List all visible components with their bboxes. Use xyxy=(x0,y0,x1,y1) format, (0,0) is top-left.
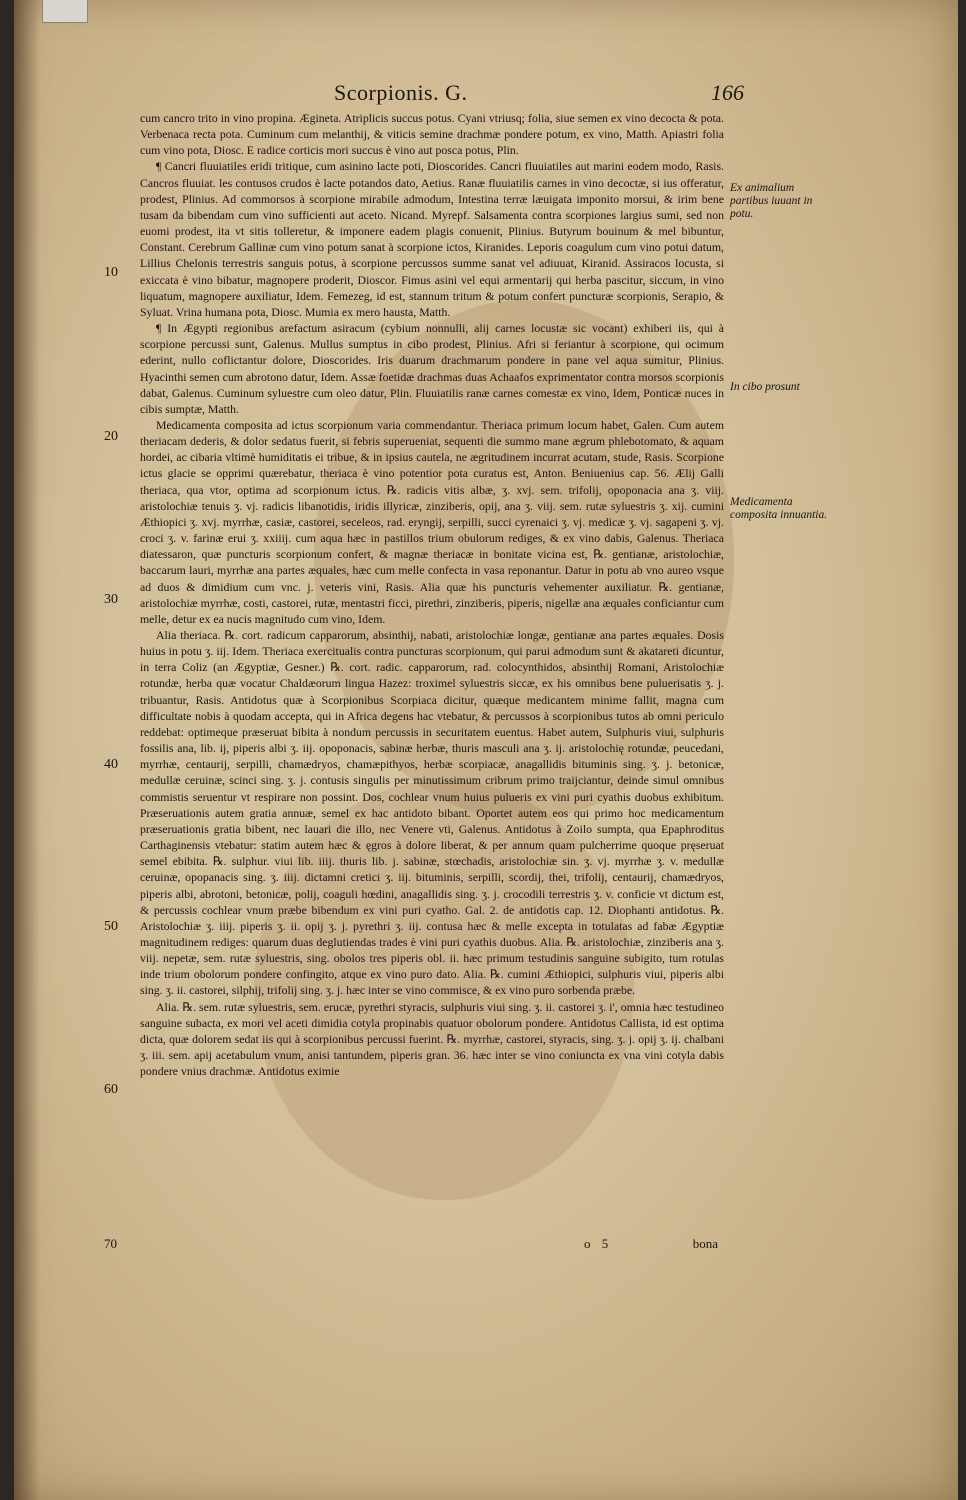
margin-notes xyxy=(730,0,830,1500)
line-number: 20 xyxy=(104,429,118,444)
page-tab xyxy=(42,0,88,23)
line-number: 50 xyxy=(104,919,118,934)
running-title: Scorpionis. G. xyxy=(334,80,468,105)
footer-line-number: 70 xyxy=(104,1236,117,1251)
paragraph: ¶ Cancri fluuiatiles eridi tritique, cum asinino lacte poti, Dioscorides. Cancri fluuiatiles aut marini eodem modo, Rasis. Cancros fluuiat. les contusos crudos è lacte potandos dato, Aetius. Ranæ fluuiatilis carnes in vino decoctæ, si ius offeratur, prodest, Plinius. Ad commorsos à scorpione mirabile admodum, Intestina terræ læuigata imponito morsui, & irim bene tusam da bibendam cum vino sufficienti aut aceto. Nicand. Myrepf. Salsamenta contra scorpiones largius sumi, sed non euomi prodest, ita vt sitis tolleretur, & imponere eadem plagis conuenit, Plinius. Butyrum bouinum & mel bibuntur, Constant. Cerebrum Gallinæ cum vino potum sanat à scorpione ictos, Kiranides. Leporis coagulum cum vino potui datum, Lillius Chelonis terrestris sanguis potus, à scorpione percussos summe sanat vel adiuuat, Kiranid. Assiracos locusta, si exiccata è vino bibatur, magnopere proderit, Dioscor. Fimus asini vel equi armentarij qui herba pascitur, siccum, in vino liquatum, magnopere auxiliatur, Idem. Femezeg, id est, stannum tritum & potum confert puncturæ scorpionis, Serapio, & Syluat. Vrina humana pota, Diosc. Mumia ex mero hausta, Matth. xyxy=(140,159,724,319)
line-number: 40 xyxy=(104,757,118,772)
paragraph: cum cancro trito in vino propina. Ægineta. Atriplicis succus potus. Cyani vtriusq; folia, siue semen ex vino decocta & pota. Verbenaca recta pota. Cuminum cum melanthij, & viticis semine drachmæ pondere potum, ex vino, Matth. Apiastri folia cum vino pota, Diosc. E radice corticis mori succus è vino aut posca potus, Plin. xyxy=(140,111,724,158)
page-header xyxy=(334,80,744,110)
signature-mark: o 5 xyxy=(584,1236,613,1251)
line-number: 30 xyxy=(104,592,118,607)
line-number: 10 xyxy=(104,265,118,280)
page-footer xyxy=(104,1236,718,1256)
body-text xyxy=(140,110,724,1079)
margin-note: Medicamenta composita innuantia. xyxy=(730,496,828,521)
paragraph: Alia theriaca. ℞. cort. radicum capparorum, absinthij, nabati, aristolochiæ longæ, gentianæ ana partes æquales. Dosis huius in potu ʒ. iij. Idem. Theriaca exercitualis contra puncturas scorpionum, qui parui admodum sunt & akatareti dicuntur, in terra Coliz (an Ægyptiæ, Gesner.) ℞. cort. radic. capparorum, rad. colocynthidos, absinthij Romani, Aristolochiæ rotundæ, herba quæ vocatur Chaldæorum lingua Hazez: troximel syluestris siccæ, ex his omnibus bene puluerisatis ʒ. j. tribuantur, Rasis. Antidotus quæ à Scorpionibus Scorpiaca dicitur, quæque medicantem minime fallit, magna cum difficultate nobis à quodam accepta, qui in Africa degens hac vtebatur, & percussos à scorpionibus tutos ab omni periculo reddebat: optimeque præseruat bibita à nondum percussis in securitatem euentus. Habet autem, Sulphuris viui, sulphuris fossilis ana, lib. ij, piperis albi ʒ. iij. opoponacis, sabinæ herbæ, thuris masculi ana ʒ. ij. aristolochię rotundæ, peucedani, myrrhæ, centaurij, serpilli, chamædryos, chamæpithyos, herbæ scorpiacæ, anagallidis bituminis sing. ʒ. j. betonicæ, medullæ ceruinæ, scinci sing. ʒ. j. contusis singulis per minutissimum cribrum primo traijciantur, deinde simul omnibus commistis seruentur vt respirare non possint. Dos, cochlear vnum huius pulueris ex vini puri cyathis duobus exhibitum. Præseruationis autem gratia annuæ, semel ex hac antidoto bibant. Oportet autem eos qui primo hoc medicamentum præseruationis gratia bibent, nec lauari die illo, nec Venere vti, Galenus. Antidotus à Zoilo sumpta, qua Epaphroditus Carthaginensis vtebatur: statim autem hæc & ęgros à dolore liberat, & per annum quam pulcherrime quoque pręseruat semel ebibita. ℞. sulphur. viui lib. iiij. thuris lib. j. sabinæ, stœchadis, aristolochiæ sin. ʒ. vj. myrrhæ ʒ. v. medullæ ceruinæ, opopanacis sing. ʒ. iiij. dictamni cretici ʒ. iij. bituminis, serpilli, scordij, thei, trifolij, centaurij, chamædryos, piperis albi, abrotoni, betonicæ, polij, coaguli hœdini, anagallidis sing. ʒ. j. crocodili terrestris ʒ. v. conficie vt dictum est, & percussis cochlear vnum præbe bibendum ex vini puri cyatho. Gal. 2. de antidotis cap. 12. Diophanti antidotus. ℞. Aristolochiæ ʒ. iiij. piperis ʒ. ii. opij ʒ. j. pyrethri ʒ. iij. contusa hæc & melle excepta in totulatas ad fabæ Ægyptiæ magnitudinem rediges: quarum duas deglutiendas trades è vini puri cyathis duobus. Alia. ℞. aristolochiæ, zinziberis ana ʒ. viij. nepetæ, sem. rutæ syluestris, sing. obolos tres piperis obl. ii. hæc primum testudinis sanguine subigito, tum rotulas inde trium obolorum pondere confingito, atque ex vino puro dato. Alia. ℞. cumini Æthiopici, sulphuris viui, piperis albi sing. ʒ. ii. castorei, silphij, trifolij sing. ʒ. j. hæc inter se vino commisce, & ex vino puro sorbenda præbe. xyxy=(140,628,724,998)
margin-note: Ex animalium partibus iuuant in potu. xyxy=(730,182,813,220)
paragraph: Alia. ℞. sem. rutæ syluestris, sem. erucæ, pyrethri styracis, sulphuris viui sing. ʒ. ii. castorei ʒ. i', omnia hæc testudineo sanguine subacta, ex mori vel aceti dimidia cotyla propinabis quatuor obolorum pondere. Antidotus Callista, id est optima dicta, quæ dolorem sedat iis qui à scorpionibus percussi fuerint. ℞. myrrhæ, castorei, styracis, sing. ʒ. j. opij ʒ. ij. chalbani ʒ. iii. sem. apij acetabulum vnum, anisi tantundem, piperis gran. 36. hæc inter se vino coniuncta ex vna vini cotyla dabis pondere vnius drachmæ. Antidotus eximie xyxy=(140,999,724,1079)
paragraph: ¶ In Ægypti regionibus arefactum asiracum (cybium nonnulli, alij carnes locustæ sic vocant) exhiberi iis, qui à scorpione percussi sunt, Galenus. Mullus sumptus in cibo prodest, Plinius. Afri si feriantur à scorpione, qui ocimum ederint, nullo coflictantur dolore, Dioscorides. Iris duarum drachmarum pondere in pane vel aqua sumitur, Plinius. Hyacinthi semen cum abrotono datur, Idem. Assæ foetidæ drachmas duas Achaafos exprimentator contra morsos scorpionis dabat, Galenus. Cuminum syluestre cum oleo datur, Plin. Fluuiatilis ranæ carnes comestæ ex vino, Idem, Ponticæ nuces in cibis sumptæ, Matth. xyxy=(140,321,724,416)
catchword: bona xyxy=(692,1236,718,1251)
line-number-column xyxy=(104,0,136,1500)
margin-note: In cibo prosunt xyxy=(730,381,800,393)
page-number: 166 xyxy=(711,80,744,105)
line-number: 60 xyxy=(104,1082,118,1097)
paragraph: Medicamenta composita ad ictus scorpionum varia commendantur. Theriaca primum locum habet, Galen. Cum autem theriacam dederis, & dolor sedatus fuerit, si febris superueniat, sequenti die summo mane ægrum phlebotomato, & aquam hordei, ac cibaria vltimè humiditatis ei tribue, & in ipsius cautela, ne ægritudinem incurrat acutam, stude, Rasis. Scorpione ictus glacie se opprimi quærebatur, theriaca è vino potentior pota curatus est, Anton. Beniuenius cap. 56. Ælij Galli theriaca, qua vtor, optima ad scorpionum ictus. ℞. radicis vitis albæ, ʒ. xvj. sem. trifolij, opoponacia ana ʒ. viij. aristolochiæ tenuis ʒ. vj. radicis libanotidis, iridis illyricæ, zinziberis, opij, ana ʒ. viij. sem. rutæ syluestris ʒ. xij. cumini Æthiopici ʒ. xvj. myrrhæ, casiæ, castorei, seceleos, rad. eryngij, serpilli, succi cyrenaici ʒ. vj. medicæ ʒ. vj. sagapeni ʒ. vj. croci ʒ. v. farinæ erui ʒ. xxiiij. cum aqua hæc in pastillos trium obulorum rediges, & ex vino dabis, Galenus. Theriaca diatessaron, quæ puncturis scorpionum confert, & magnæ theriacæ in bonitate vicina est, ℞. gentianæ, aristolochiæ, baccarum lauri, myrrhæ ana partes æquales, hæc cum melle confecta in vasa reponantur. Datur in potu ab vno aureo vsque ad duos & dimidium cum vnc. j. veteris vini, Rasis. Alia quæ his puncturis vehementer auxiliatur. ℞. gentianæ, aristolochiæ myrrhæ, costi, castorei, rutæ, mentastri ficci, pirethri, zinziberis, piperis, nigellæ ana æquales conficiantur cum melle, detur ex ea nucis magnitudo cum vino, Idem. xyxy=(140,417,724,626)
